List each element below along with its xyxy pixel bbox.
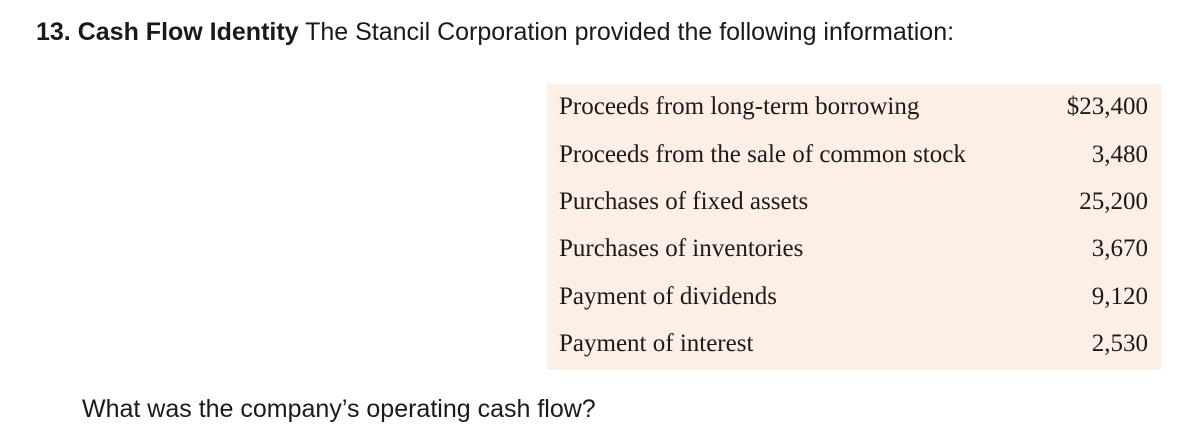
row-label: Payment of dividends: [559, 283, 778, 310]
table-row: [547, 179, 1161, 225]
row-value: 3,670: [1091, 235, 1148, 262]
data-table: [547, 84, 1161, 370]
problem-number: 13.: [36, 18, 71, 46]
row-label: Proceeds from the sale of common stock: [559, 141, 966, 168]
row-label: Purchases of inventories: [559, 235, 804, 262]
table-row: [547, 132, 1161, 178]
question-text: What was the company’s operating cash flow?: [82, 395, 596, 423]
row-value: 2,530: [1091, 330, 1148, 357]
table-row: [547, 274, 1161, 320]
row-label: Purchases of fixed assets: [559, 188, 809, 215]
problem-heading: [36, 14, 954, 50]
table-row: [547, 84, 1161, 130]
row-label: Proceeds from long-term borrowing: [559, 93, 920, 120]
row-value: 25,200: [1079, 188, 1148, 215]
row-value: $23,400: [1066, 93, 1148, 120]
problem-title: Cash Flow Identity: [77, 18, 299, 46]
row-value: 3,480: [1091, 141, 1148, 168]
row-label: Payment of interest: [559, 330, 754, 357]
problem-intro: The Stancil Corporation provided the following information:: [305, 18, 955, 46]
table-row: [547, 226, 1161, 272]
row-value: 9,120: [1091, 283, 1148, 310]
table-row: [547, 321, 1161, 367]
